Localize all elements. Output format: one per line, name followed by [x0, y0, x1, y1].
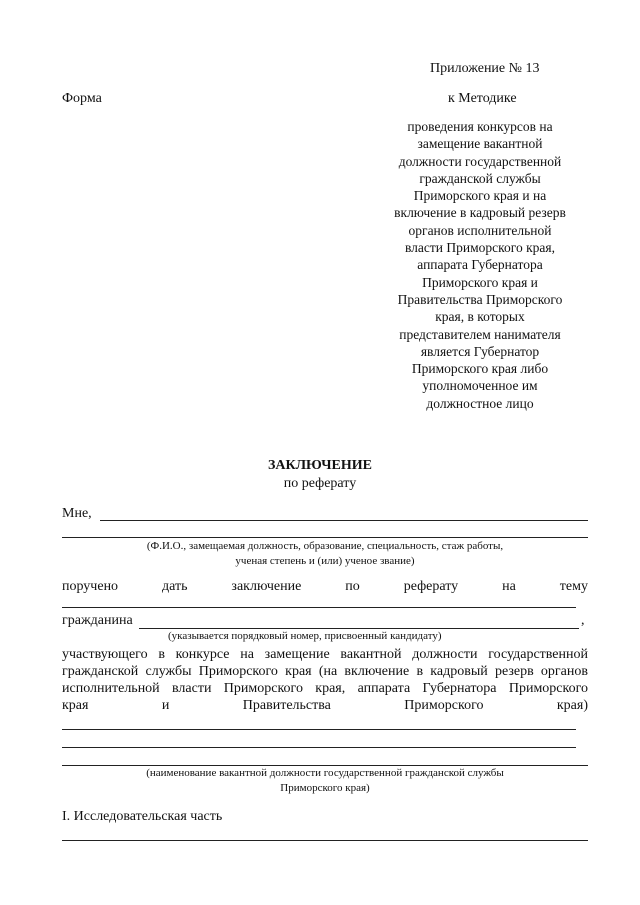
research-fill-line [62, 840, 588, 841]
fio-fill-line-1 [100, 520, 588, 521]
participant-word: края [62, 698, 89, 713]
methodology-line: должностное лицо [426, 395, 534, 411]
participant-last-row [62, 697, 588, 714]
section-heading-research: I. Исследовательская часть [62, 809, 223, 824]
participant-line: гражданской службы Приморского края (на включение в кадровый резерв органов [62, 664, 588, 679]
methodology-line: гражданской службы [419, 170, 541, 186]
me-label: Мне, [62, 506, 92, 521]
methodology-line: Правительства Приморского [397, 291, 563, 307]
assignment-word: дать [162, 579, 188, 594]
methodology-line: Приморского края либо [411, 361, 549, 377]
citizen-comma: , [581, 613, 585, 628]
assignment-row [62, 578, 588, 595]
methodology-line: власти Приморского края, [404, 240, 555, 256]
assignment-word: реферату [403, 579, 459, 594]
participant-word: и [161, 698, 170, 713]
form-label: Форма [62, 91, 102, 106]
methodology-line: является Губернатор [420, 343, 540, 359]
position-caption-line-1: (наименование вакантной должности государственной гражданской службы [146, 767, 504, 779]
to-methodology-label: к Методике [448, 91, 517, 106]
document-subtitle: по реферату [283, 476, 357, 491]
assignment-word: по [345, 579, 360, 594]
methodology-line: Приморского края и на [413, 188, 547, 204]
methodology-title [385, 118, 575, 412]
citizen-label: гражданина [62, 613, 133, 628]
assignment-word: поручено [62, 579, 119, 594]
appendix-number: Приложение № 13 [430, 61, 540, 76]
assignment-word: тему [559, 579, 588, 594]
methodology-line: замещение вакантной [417, 136, 543, 152]
methodology-line: должности государственной [398, 153, 562, 169]
participant-paragraph [62, 646, 588, 697]
citizen-caption: (указывается порядковый номер, присвоенный кандидату) [168, 630, 442, 642]
methodology-line: проведения конкурсов на [407, 119, 553, 134]
position-fill-line-1 [62, 729, 576, 730]
methodology-line: представителем нанимателя [399, 326, 561, 342]
position-fill-line-2 [62, 747, 576, 748]
citizen-fill-line [139, 628, 579, 629]
methodology-line: Приморского края и [422, 274, 538, 290]
participant-line: участвующего в конкурсе на замещение вакантной должности государственной [62, 647, 588, 662]
fio-fill-line-2 [62, 537, 588, 538]
fio-caption-line-1: (Ф.И.О., замещаемая должность, образование, специальность, стаж работы, [146, 540, 504, 552]
fio-caption-line-2: ученая степень и (или) ученое звание) [235, 555, 415, 567]
methodology-line: аппарата Губернатора [417, 257, 543, 273]
participant-line: исполнительной власти Приморского края, аппарата Губернатора Приморского [62, 681, 588, 696]
participant-word: края) [556, 698, 588, 713]
methodology-line: органов исполнительной [408, 222, 552, 238]
methodology-line: включение в кадровый резерв [394, 205, 566, 221]
topic-fill-line [62, 607, 576, 608]
methodology-line: края, в которых [435, 309, 525, 325]
document-title: ЗАКЛЮЧЕНИЕ [267, 458, 373, 473]
assignment-word: на [502, 579, 516, 594]
methodology-line: уполномоченное им [422, 378, 538, 394]
assignment-word: заключение [231, 579, 302, 594]
position-caption-line-2: Приморского края) [280, 782, 370, 794]
participant-word: Приморского [404, 698, 484, 713]
participant-word: Правительства [242, 698, 331, 713]
position-fill-line-3 [62, 765, 588, 766]
